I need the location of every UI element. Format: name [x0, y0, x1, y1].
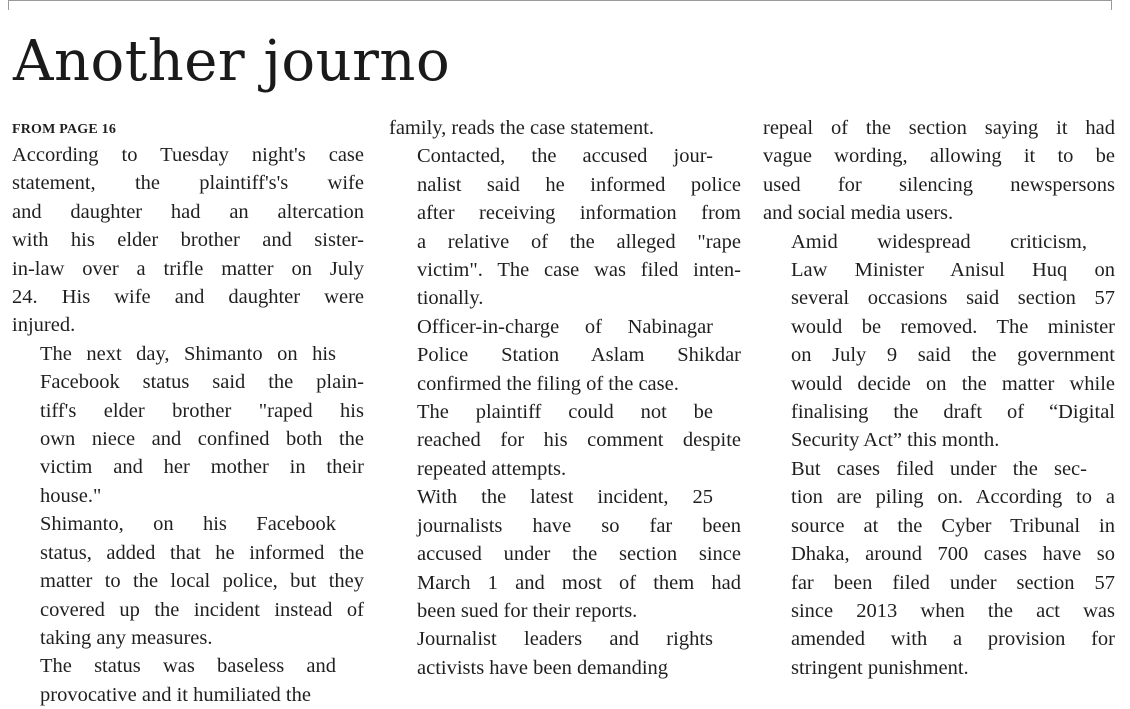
- paragraph: [12, 652, 364, 709]
- paragraph: [389, 114, 741, 142]
- paragraph: [389, 398, 741, 483]
- text-line: in-law over a trifle matter on July: [12, 257, 364, 280]
- text-line: on July 9 said the government: [791, 344, 1115, 367]
- text-line: Shimanto, on his Facebook: [40, 513, 336, 536]
- text-line: would be removed. The minister: [791, 315, 1115, 338]
- article-column-2: [389, 114, 741, 682]
- text-line: would decide on the matter while: [791, 372, 1115, 395]
- text-line: Journalist leaders and rights: [417, 628, 713, 651]
- text-line: 24. His wife and daughter were: [12, 286, 364, 309]
- text-line: Security Act” this month.: [791, 429, 1000, 452]
- text-line: family, reads the case statement.: [389, 117, 655, 139]
- text-line: According to Tuesday night's case: [12, 144, 364, 166]
- text-line: Facebook status said the plain-: [40, 371, 364, 394]
- text-line: repeal of the section saying it had: [763, 117, 1115, 139]
- text-line: after receiving information from: [417, 202, 741, 225]
- text-line: nalist said he informed police: [417, 173, 741, 196]
- paragraph: [12, 141, 364, 340]
- paragraph: [12, 340, 364, 510]
- text-line: The next day, Shimanto on his: [40, 342, 336, 365]
- text-line: and daughter had an altercation: [12, 200, 364, 223]
- article-column-1: [12, 114, 364, 709]
- text-line: statement, the plaintiff's's wife: [12, 172, 364, 195]
- text-line: taking any measures.: [40, 626, 213, 649]
- text-line: repeated attempts.: [417, 457, 567, 480]
- text-line: far been filed under section 57: [791, 571, 1115, 594]
- paragraph: [389, 625, 741, 682]
- left-border-rule: [8, 0, 9, 10]
- right-border-rule: [1111, 0, 1112, 10]
- text-line: But cases filed under the sec-: [791, 457, 1087, 480]
- text-line: status, added that he informed the: [40, 541, 364, 564]
- paragraph: [763, 455, 1115, 682]
- text-line: Police Station Aslam Shikdar: [417, 344, 741, 367]
- text-line: with his elder brother and sister-: [12, 229, 364, 252]
- text-line: tiff's elder brother "raped his: [40, 399, 364, 422]
- text-line: activists have been demanding: [417, 656, 669, 679]
- text-line: tionally.: [417, 287, 484, 310]
- text-line: journalists have so far been: [417, 514, 741, 537]
- text-line: used for silencing newspersons: [763, 173, 1115, 196]
- continuation-kicker: FROM PAGE 16: [12, 122, 117, 137]
- paragraph: [763, 228, 1115, 455]
- text-line: reached for his comment despite: [417, 429, 741, 452]
- text-line: Dhaka, around 700 cases have so: [791, 543, 1115, 566]
- text-line: matter to the local police, but they: [40, 570, 364, 593]
- text-line: victim". The case was filed inten-: [417, 259, 741, 282]
- text-line: Officer-in-charge of Nabinagar: [417, 315, 713, 338]
- text-line: Amid widespread criticism,: [791, 230, 1087, 253]
- text-line: confirmed the filing of the case.: [417, 372, 679, 395]
- text-line: own niece and confined both the: [40, 428, 364, 451]
- text-line: The plaintiff could not be: [417, 401, 713, 424]
- article-column-3: [763, 114, 1115, 682]
- text-line: vague wording, allowing it to be: [763, 145, 1115, 168]
- text-line: injured.: [12, 314, 76, 337]
- paragraph: [389, 142, 741, 312]
- text-line: tion are piling on. According to a: [791, 486, 1115, 509]
- text-line: source at the Cyber Tribunal in: [791, 514, 1115, 537]
- text-line: March 1 and most of them had: [417, 571, 741, 594]
- paragraph: [389, 313, 741, 398]
- text-line: several occasions said section 57: [791, 287, 1115, 310]
- paragraph: [12, 510, 364, 652]
- text-line: covered up the incident instead of: [40, 598, 364, 621]
- text-line: amended with a provision for: [791, 628, 1115, 651]
- text-line: and social media users.: [763, 202, 954, 225]
- text-line: With the latest incident, 25: [417, 486, 713, 509]
- text-line: The status was baseless and: [40, 655, 336, 678]
- text-line: Law Minister Anisul Huq on: [791, 259, 1115, 282]
- top-border-rule: [8, 0, 1112, 1]
- text-line: a relative of the alleged "rape: [417, 230, 741, 253]
- text-line: accused under the section since: [417, 543, 741, 566]
- text-line: house.": [40, 484, 102, 507]
- text-line: Contacted, the accused jour-: [417, 145, 713, 168]
- paragraph: [763, 114, 1115, 228]
- text-line: been sued for their reports.: [417, 599, 638, 622]
- headline: Another journo: [13, 29, 451, 94]
- text-line: stringent punishment.: [791, 656, 969, 679]
- text-line: provocative and it humiliated the: [40, 683, 311, 706]
- text-line: since 2013 when the act was: [791, 599, 1115, 622]
- text-line: victim and her mother in their: [40, 456, 364, 479]
- text-line: finalising the draft of “Digital: [791, 401, 1115, 424]
- paragraph: [389, 483, 741, 625]
